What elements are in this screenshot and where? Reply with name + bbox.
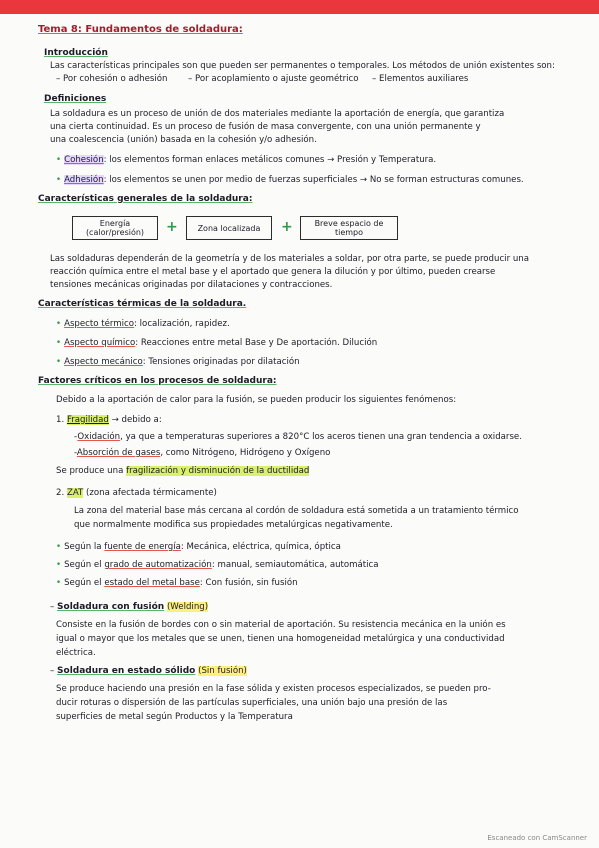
def-line-1: La soldadura es un proceso de unión de dos materiales mediante la aportación de energía, que garantiza: [50, 109, 505, 119]
termicas-heading: Características térmicas de la soldadura.: [38, 299, 247, 309]
intro-item-3: – Elementos auxiliares: [372, 74, 469, 84]
definiciones-heading: Definiciones: [44, 94, 107, 104]
termica-item-3: • Aspecto mecánico: Tensiones originadas por dilatación: [56, 357, 300, 367]
box-tiempo: Breve espacio de tiempo: [300, 216, 398, 240]
car-line-1: Las soldaduras dependerán de la geometría y de los materiales a soldar, por otra parte, se puede producir una: [50, 254, 529, 264]
def-line-2: una cierta continuidad. Es un proceso de fusión de masa convergente, con una unión permanente y: [50, 122, 481, 132]
solido-heading: – Soldadura en estado sólido (Sin fusión): [50, 666, 247, 676]
fragilizacion-conclusion: Se produce una fragilización y disminución de la ductilidad: [56, 466, 310, 476]
plus-sign-2: +: [281, 219, 293, 235]
notes-page: [0, 14, 599, 848]
box-energia: Energía (calor/presión): [72, 216, 158, 240]
oxidacion-line: -Oxidación, ya que a temperaturas superiores a 820°C los aceros tienen una gran tendencia a oxidarse.: [74, 432, 522, 442]
solido-line-3: superficies de metal según Productos y la Temperatura: [56, 712, 293, 722]
clasif-item-2: • Según el grado de automatización: manual, semiautomática, automática: [56, 560, 379, 570]
intro-heading: Introducción: [44, 48, 108, 58]
zat-line: 2. ZAT (zona afectada térmicamente): [56, 488, 217, 498]
solido-line-2: ducir roturas o dispersión de las partículas superficiales, una unión bajo una presión de las: [56, 698, 448, 708]
car-line-2: reacción química entre el metal base y el aportado que genera la dilución y por último, pueden crearse: [50, 267, 496, 277]
fusion-line-3: eléctrica.: [56, 648, 96, 658]
clasif-item-3: • Según el estado del metal base: Con fusión, sin fusión: [56, 578, 298, 588]
fusion-line-2: igual o mayor que los metales que se unen, tienen una homogeneidad metalúrgica y una conductividad: [56, 634, 505, 644]
caracteristicas-heading: Características generales de la soldadura:: [38, 194, 253, 204]
fragilidad-line: 1. Fragilidad → debido a:: [56, 415, 162, 425]
termica-item-1: • Aspecto térmico: localización, rapidez.: [56, 319, 230, 329]
absorcion-line: -Absorción de gases, como Nitrógeno, Hidrógeno y Oxígeno: [74, 448, 331, 458]
box-zona: Zona localizada: [186, 216, 272, 240]
car-line-3: tensiones mecánicas originadas por dilataciones y contracciones.: [50, 280, 333, 290]
fusion-heading: – Soldadura con fusión (Welding): [50, 602, 209, 612]
termica-item-2: • Aspecto químico: Reacciones entre metal Base y De aportación. Dilución: [56, 338, 378, 348]
intro-item-1: – Por cohesión o adhesión: [56, 74, 168, 84]
zat-text-1: La zona del material base más cercana al cordón de soldadura está sometida a un tratamiento térmico: [74, 506, 519, 516]
scanner-watermark: Escaneado con CamScanner: [487, 834, 587, 842]
top-bar: [0, 0, 599, 14]
solido-line-1: Se produce haciendo una presión en la fase sólida y existen procesos especializados, se pueden pro-: [56, 684, 491, 694]
clasif-item-1: • Según la fuente de energía: Mecánica, eléctrica, química, óptica: [56, 542, 341, 552]
cohesion-line: • Cohesión: los elementos forman enlaces metálicos comunes → Presión y Temperatura.: [56, 155, 437, 165]
zat-text-2: que normalmente modifica sus propiedades metalúrgicas negativamente.: [74, 520, 393, 530]
intro-item-2: – Por acoplamiento o ajuste geométrico: [188, 74, 359, 84]
adhesion-line: • Adhesión: los elementos se unen por medio de fuerzas superficiales → No se forman estructuras comunes.: [56, 175, 524, 185]
fusion-line-1: Consiste en la fusión de bordes con o sin material de aportación. Su resistencia mecánica en la unión es: [56, 620, 506, 630]
plus-sign-1: +: [166, 219, 178, 235]
intro-text: Las características principales son que pueden ser permanentes o temporales. Los métodos de unión existentes son:: [50, 61, 555, 71]
page-title: Tema 8: Fundamentos de soldadura:: [38, 24, 243, 35]
def-line-3: una coalescencia (unión) basada en la cohesión y/o adhesión.: [50, 135, 317, 145]
factores-intro: Debido a la aportación de calor para la fusión, se pueden producir los siguientes fenómenos:: [56, 395, 457, 405]
factores-heading: Factores críticos en los procesos de soldadura:: [38, 376, 277, 386]
